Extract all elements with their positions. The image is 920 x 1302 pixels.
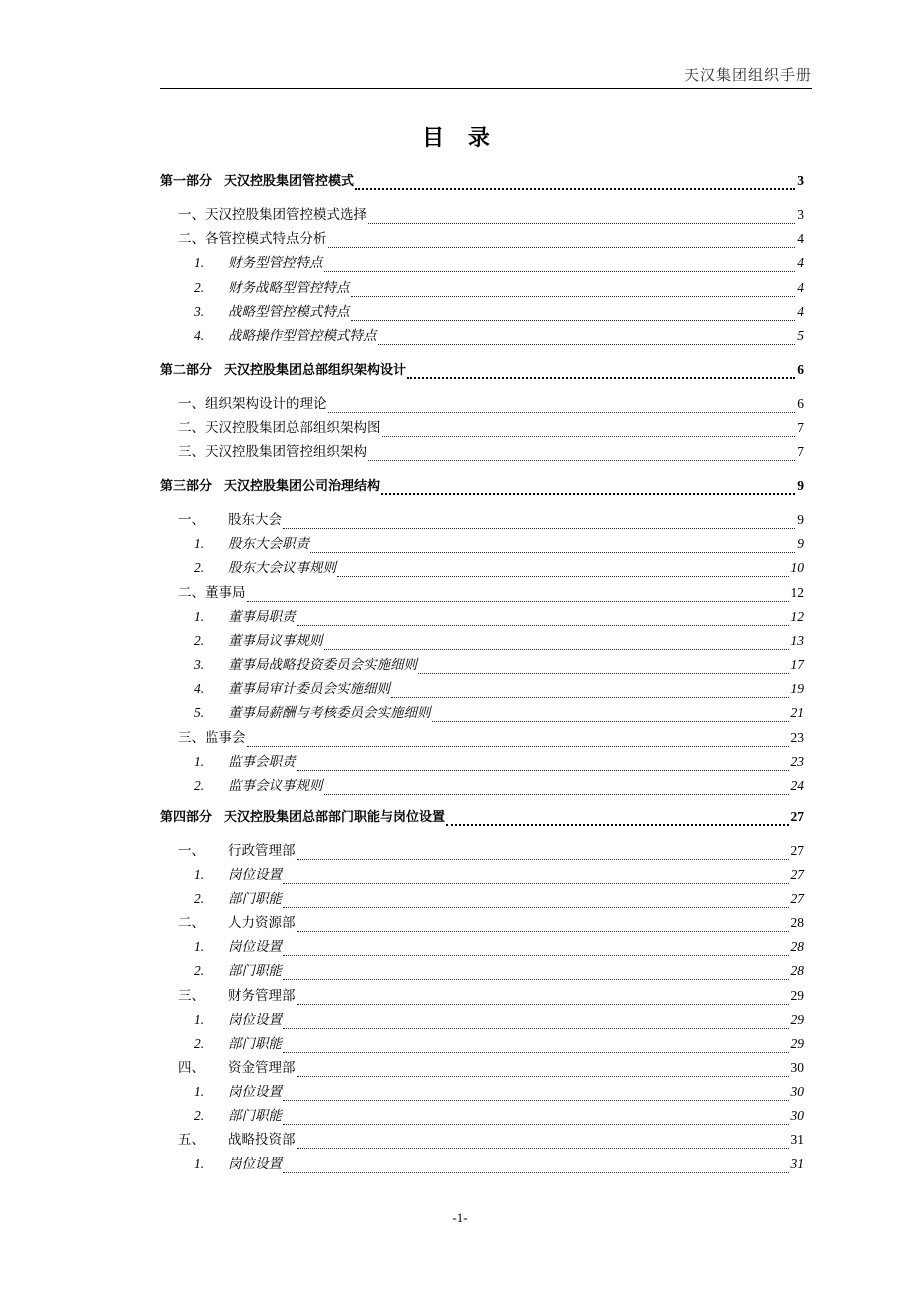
toc-entry-number: 一、: [178, 843, 205, 859]
toc-dot-leader: [310, 536, 795, 553]
toc-entry-page: 23: [790, 730, 804, 745]
toc-entry-page: 9: [797, 478, 804, 493]
toc-entry[interactable]: [178, 394, 804, 414]
toc-title: 目 录: [422, 126, 498, 151]
toc-entry-page: 10: [790, 560, 804, 575]
toc-dot-leader: [407, 361, 795, 379]
toc-dot-leader: [368, 444, 795, 461]
toc-entry-label: 财务型管控特点: [228, 255, 323, 271]
toc-entry[interactable]: [194, 253, 804, 273]
toc-entry-label: 岗位设置: [228, 867, 282, 883]
toc-entry-number: 2.: [194, 891, 205, 906]
toc-entry-page: 6: [797, 396, 804, 411]
toc-entry[interactable]: [178, 442, 804, 462]
toc-entry-label: 各管控模式特点分析: [205, 231, 327, 247]
toc-dot-leader: [328, 231, 796, 248]
toc-entry-label: 董事局审计委员会实施细则: [228, 681, 390, 697]
toc-entry-page: 28: [790, 939, 804, 954]
toc-dot-leader: [351, 304, 796, 321]
toc-dot-leader: [283, 891, 789, 908]
toc-dot-leader: [432, 705, 789, 722]
toc-entry-page: 27: [790, 809, 804, 824]
toc-entry-label: 董事局战略投资委员会实施细则: [228, 657, 417, 673]
toc-dot-leader: [337, 560, 789, 577]
toc-entry-label: 董事局议事规则: [228, 633, 323, 649]
toc-entry-page: 27: [790, 891, 804, 906]
toc-entry-number: 2.: [194, 778, 205, 793]
toc-entry-number: 2.: [194, 1036, 205, 1051]
toc-entry[interactable]: [194, 302, 804, 322]
toc-entry-number: 三、: [178, 988, 205, 1004]
toc-entry-number: 第三部分: [160, 479, 213, 494]
toc-entry-number: 2.: [194, 280, 205, 295]
toc-entry[interactable]: [194, 865, 804, 885]
toc-dot-leader: [283, 1156, 789, 1173]
toc-dot-leader: [355, 172, 795, 190]
toc-entry-label: 部门职能: [228, 963, 282, 979]
toc-entry-label: 天汉控股集团管控组织架构: [205, 444, 367, 460]
toc-entry-label: 岗位设置: [228, 1084, 282, 1100]
toc-entry-number: 第四部分: [160, 810, 213, 825]
toc-entry[interactable]: [178, 728, 804, 748]
toc-entry-label: 战略型管控模式特点: [228, 304, 350, 320]
toc-entry-label: 部门职能: [228, 1108, 282, 1124]
toc-entry[interactable]: [178, 1058, 804, 1078]
toc-entry[interactable]: [194, 1154, 804, 1174]
toc-dot-leader: [283, 1036, 789, 1053]
toc-entry-page: 23: [790, 754, 804, 769]
toc-entry[interactable]: [194, 1106, 804, 1126]
toc-entry-label: 监事会: [205, 730, 246, 746]
toc-entry-page: 17: [790, 657, 804, 672]
toc-entry[interactable]: [194, 752, 804, 772]
header-title: 天汉集团组织手册: [683, 66, 812, 84]
toc-entry-number: 1.: [194, 1012, 205, 1027]
toc-entry-page: 19: [790, 681, 804, 696]
toc-entry-number: 3.: [194, 657, 205, 672]
toc-entry-label: 战略投资部: [228, 1132, 296, 1148]
toc-dot-leader: [297, 1132, 789, 1149]
toc-entry-number: 三、: [178, 444, 205, 460]
toc-entry-page: 27: [790, 843, 804, 858]
toc-entry[interactable]: [194, 534, 804, 554]
toc-entry-label: 部门职能: [228, 1036, 282, 1052]
toc-entry-page: 5: [797, 328, 804, 343]
toc-entry[interactable]: [194, 776, 804, 796]
toc-entry-number: 1.: [194, 536, 205, 551]
toc-entry[interactable]: [178, 418, 804, 438]
toc-entry-number: 四、: [178, 1060, 205, 1076]
toc-entry[interactable]: [194, 889, 804, 909]
toc-dot-leader: [351, 280, 796, 297]
toc-entry-number: 5.: [194, 705, 205, 720]
toc-entry-label: 人力资源部: [228, 915, 296, 931]
toc-entry[interactable]: [178, 583, 804, 603]
toc-entry-label: 天汉控股集团总部组织架构图: [205, 420, 381, 436]
toc-entry-number: 2.: [194, 963, 205, 978]
toc-entry-label: 董事局: [205, 585, 246, 601]
toc-entry-number: 二、: [178, 420, 205, 436]
toc-entry-number: 1.: [194, 939, 205, 954]
toc-entry[interactable]: [160, 476, 804, 496]
toc-entry-number: 五、: [178, 1132, 205, 1148]
toc-entry-page: 31: [790, 1156, 804, 1171]
toc-entry-page: 12: [790, 585, 804, 600]
toc-entry-number: 4.: [194, 681, 205, 696]
toc-entry-label: 监事会职责: [228, 754, 296, 770]
toc-entry[interactable]: [194, 961, 804, 981]
toc-dot-leader: [324, 633, 789, 650]
toc-entry-label: 岗位设置: [228, 1156, 282, 1172]
toc-entry-number: 第一部分: [160, 174, 213, 189]
toc-entry[interactable]: [194, 679, 804, 699]
toc-entry-page: 4: [797, 280, 804, 295]
toc-entry-page: 29: [790, 1012, 804, 1027]
toc-entry-label: 天汉控股集团公司治理结构: [224, 479, 381, 494]
toc-entry[interactable]: [194, 326, 804, 346]
toc-entry-label: 资金管理部: [228, 1060, 296, 1076]
toc-entry-label: 岗位设置: [228, 1012, 282, 1028]
toc-entry-page: 28: [790, 915, 804, 930]
toc-dot-leader: [328, 396, 796, 413]
toc-entry[interactable]: [178, 205, 804, 225]
toc-entry-number: 一、: [178, 207, 205, 223]
toc-entry-page: 9: [797, 512, 804, 527]
toc-entry-label: 天汉控股集团总部部门职能与岗位设置: [224, 810, 446, 825]
toc-entry-label: 天汉控股集团总部组织架构设计: [224, 363, 407, 378]
toc-dot-leader: [381, 477, 795, 495]
toc-entry-label: 财务战略型管控特点: [228, 280, 350, 296]
toc-entry[interactable]: [194, 937, 804, 957]
toc-dot-leader: [368, 207, 795, 224]
toc-dot-leader: [418, 657, 789, 674]
toc-entry-label: 董事局职责: [228, 609, 296, 625]
toc-entry-label: 部门职能: [228, 891, 282, 907]
toc-entry-label: 股东大会议事规则: [228, 560, 336, 576]
toc-entry[interactable]: [194, 558, 804, 578]
toc-dot-leader: [283, 1084, 789, 1101]
toc-dot-leader: [297, 609, 789, 626]
toc-entry-number: 1.: [194, 867, 205, 882]
toc-entry-page: 4: [797, 304, 804, 319]
toc-entry-number: 1.: [194, 255, 205, 270]
toc-entry[interactable]: [178, 1130, 804, 1150]
toc-entry-page: 29: [790, 1036, 804, 1051]
toc-entry[interactable]: [194, 1034, 804, 1054]
toc-entry-page: 30: [790, 1084, 804, 1099]
toc-entry-number: 第二部分: [160, 363, 213, 378]
toc-dot-leader: [247, 730, 789, 747]
toc-dot-leader: [382, 420, 796, 437]
toc-entry-label: 岗位设置: [228, 939, 282, 955]
toc-entry-label: 战略操作型管控模式特点: [228, 328, 377, 344]
toc-entry[interactable]: [194, 1082, 804, 1102]
toc-entry-page: 28: [790, 963, 804, 978]
toc-entry-page: 4: [797, 255, 804, 270]
toc-entry-number: 二、: [178, 585, 205, 601]
toc-entry-label: 行政管理部: [228, 843, 296, 859]
toc-entry-page: 7: [797, 420, 804, 435]
toc-entry-label: 财务管理部: [228, 988, 296, 1004]
toc-entry[interactable]: [194, 607, 804, 627]
toc-entry-page: 30: [790, 1060, 804, 1075]
toc-dot-leader: [247, 585, 789, 602]
toc-entry-page: 9: [797, 536, 804, 551]
toc-dot-leader: [297, 754, 789, 771]
toc-dot-leader: [297, 843, 789, 860]
toc-entry-page: 27: [790, 867, 804, 882]
toc-dot-leader: [283, 963, 789, 980]
toc-dot-leader: [297, 1060, 789, 1077]
toc-entry-number: 一、: [178, 512, 205, 528]
toc-entry-number: 2.: [194, 560, 205, 575]
toc-entry-page: 30: [790, 1108, 804, 1123]
toc-dot-leader: [378, 328, 796, 345]
toc-entry-label: 组织架构设计的理论: [205, 396, 327, 412]
toc-entry[interactable]: [194, 1010, 804, 1030]
toc-dot-leader: [446, 808, 788, 826]
toc-entry-label: 监事会议事规则: [228, 778, 323, 794]
toc-entry-page: 7: [797, 444, 804, 459]
toc-entry-number: 二、: [178, 915, 205, 931]
toc-entry-label: 董事局薪酬与考核委员会实施细则: [228, 705, 431, 721]
toc-entry-page: 3: [797, 207, 804, 222]
toc-entry[interactable]: [194, 655, 804, 675]
toc-entry[interactable]: [194, 703, 804, 723]
toc-entry-number: 三、: [178, 730, 205, 746]
toc-dot-leader: [297, 915, 789, 932]
toc-entry-page: 12: [790, 609, 804, 624]
toc-entry-number: 一、: [178, 396, 205, 412]
toc-entry-page: 4: [797, 231, 804, 246]
toc-entry-label: 股东大会: [228, 512, 282, 528]
toc-entry[interactable]: [194, 631, 804, 651]
toc-entry-page: 24: [790, 778, 804, 793]
toc-dot-leader: [283, 512, 795, 529]
toc-dot-leader: [283, 939, 789, 956]
toc-entry-page: 13: [790, 633, 804, 648]
toc-entry[interactable]: [160, 171, 804, 191]
toc-entry-number: 1.: [194, 609, 205, 624]
toc-entry[interactable]: [178, 986, 804, 1006]
toc-entry-number: 1.: [194, 1084, 205, 1099]
toc-entry-page: 6: [797, 362, 804, 377]
toc-entry[interactable]: [178, 229, 804, 249]
toc-dot-leader: [297, 988, 789, 1005]
toc-entry-number: 二、: [178, 231, 205, 247]
toc-entry[interactable]: [160, 807, 804, 827]
toc-entry[interactable]: [160, 360, 804, 380]
toc-dot-leader: [324, 778, 789, 795]
toc-entry-page: 31: [790, 1132, 804, 1147]
toc-dot-leader: [391, 681, 789, 698]
toc-entry[interactable]: [178, 510, 804, 530]
toc-entry-number: 4.: [194, 328, 205, 343]
toc-entry-label: 股东大会职责: [228, 536, 309, 552]
toc-entry-label: 天汉控股集团管控模式选择: [205, 207, 367, 223]
toc-dot-leader: [283, 867, 789, 884]
toc-entry[interactable]: [178, 841, 804, 861]
toc-entry[interactable]: [178, 913, 804, 933]
page-number: -1-: [452, 1210, 468, 1225]
toc-dot-leader: [324, 255, 796, 272]
toc-entry-page: 3: [797, 173, 804, 188]
toc-entry-number: 2.: [194, 1108, 205, 1123]
toc-entry-number: 3.: [194, 304, 205, 319]
toc-entry-page: 29: [790, 988, 804, 1003]
toc-dot-leader: [283, 1012, 789, 1029]
toc-entry-number: 2.: [194, 633, 205, 648]
toc-entry-label: 天汉控股集团管控模式: [224, 174, 355, 189]
toc-entry-number: 1.: [194, 1156, 205, 1171]
toc-entry-number: 1.: [194, 754, 205, 769]
toc-dot-leader: [283, 1108, 789, 1125]
toc-entry[interactable]: [194, 278, 804, 298]
toc-entry-page: 21: [790, 705, 804, 720]
